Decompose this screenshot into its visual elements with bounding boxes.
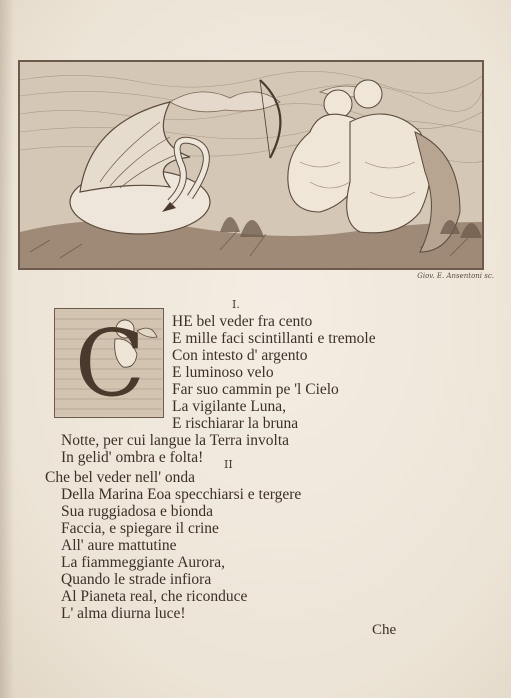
engraving-illustration <box>20 62 482 268</box>
initial-letter: C <box>74 310 146 417</box>
stanza-1-line: E luminoso velo <box>172 364 274 381</box>
stanza-2-line: Quando le strade infiora <box>61 571 212 588</box>
stanza-1-line: Notte, per cui langue la Terra involta <box>61 432 290 449</box>
stanza-1-line: La vigilante Luna, <box>172 398 287 415</box>
stanza-2-line: La fiammeggiante Aurora, <box>61 554 225 571</box>
stanza-1-line: E mille faci scintillanti e tremole <box>172 330 376 347</box>
stanza-1-line: Con intesto d' argento <box>172 347 308 364</box>
gutter-shadow <box>0 0 14 698</box>
stanza-1-line: Far suo cammin pe 'l Cielo <box>172 381 339 398</box>
stanza-2-line: Al Pianeta real, che riconduce <box>61 588 248 605</box>
engraver-credit: Giov. E. Ansentoni sc. <box>417 272 494 280</box>
stanza-1-line: In gelid' ombra e folta! <box>61 449 204 466</box>
stanza-2-line: Sua ruggiadosa e bionda <box>61 503 213 520</box>
decorated-initial <box>54 308 164 418</box>
stanza-2-line: All' aure mattutine <box>61 537 177 554</box>
stanza-1-line: HE bel veder fra cento <box>172 313 313 330</box>
headpiece-engraving <box>18 60 484 270</box>
stanza-1-line: E rischiarar la bruna <box>172 415 299 432</box>
stanza-number-1: I. <box>232 298 240 311</box>
catchword: Che <box>372 622 397 638</box>
stanza-2-line: Faccia, e spiegare il crine <box>61 520 219 537</box>
stanza-2-line: Che bel veder nell' onda <box>45 469 195 486</box>
stanza-number-2: II <box>224 458 233 471</box>
stanza-2-line: Della Marina Eoa specchiarsi e tergere <box>61 486 302 503</box>
stanza-2-line: L' alma diurna luce! <box>61 605 186 622</box>
